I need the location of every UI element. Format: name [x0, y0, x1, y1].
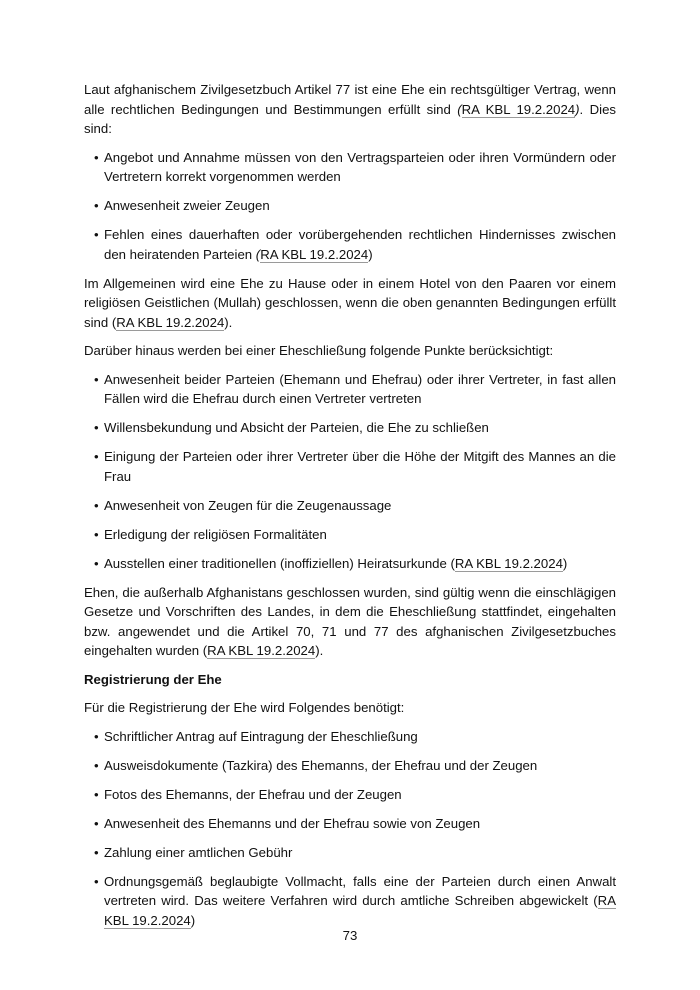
list-item: • Fotos des Ehemanns, der Ehefrau und der Zeugen: [84, 785, 616, 805]
bullet-icon: •: [94, 198, 99, 213]
list-item: • Einigung der Parteien oder ihrer Vertreter über die Höhe der Mitgift des Mannes an die Frau: [94, 449, 616, 484]
section-heading: Registrierung der Ehe: [84, 671, 222, 687]
page-content: [84, 80, 616, 940]
list-item: • Ordnungsgemäß beglaubigte Vollmacht, falls eine der Parteien durch einen Anwalt vertreten wird. Das weitere Verfahren wird durch amtliche Schreiben abgewickelt (RA KBL 19.2.2024): [94, 873, 616, 928]
bullet-icon: •: [94, 757, 99, 773]
points-intro-paragraph: Darüber hinaus werden bei einer Eheschließung folgende Punkte berücksichtigt:: [84, 343, 554, 358]
list-item: • Willensbekundung und Absicht der Parteien, die Ehe zu schließen: [84, 418, 616, 438]
list-item: • Anwesenheit zweier Zeugen: [84, 196, 616, 216]
list-item: • Fehlen eines dauerhaften oder vorübergehenden rechtlichen Hindernisses zwischen den heiratenden Parteien (RA KBL 19.2.2024): [94, 227, 616, 262]
page-number: 73: [342, 928, 358, 943]
citation-link[interactable]: RA KBL 19.2.2024: [207, 643, 316, 658]
citation-link[interactable]: RA KBL 19.2.2024: [260, 246, 369, 262]
bullet-icon: •: [94, 728, 99, 744]
list-item: • Anwesenheit beider Parteien (Ehemann und Ehefrau) oder ihrer Vertreter, in fast allen Fällen wird die Ehefrau durch einen Vertreter vertreten: [94, 371, 616, 406]
bullet-icon: •: [94, 555, 99, 571]
bullet-icon: •: [94, 497, 99, 513]
bullet-icon: •: [94, 786, 99, 802]
list-item: • Schriftlicher Antrag auf Eintragung der Eheschließung: [84, 727, 616, 747]
registration-list: [84, 727, 616, 931]
citation-link[interactable]: RA KBL 19.2.2024: [461, 101, 576, 117]
list-item: • Zahlung einer amtlichen Gebühr: [84, 843, 616, 863]
list-item: • Angebot und Annahme müssen von den Vertragsparteien oder ihren Vormündern oder Vertretern korrekt vorgenommen werden: [94, 149, 616, 184]
ref-open-paren: (: [457, 101, 462, 117]
bullet-icon: •: [94, 227, 99, 242]
bullet-icon: •: [94, 873, 99, 889]
ref-close-paren: ): [575, 101, 580, 117]
citation-link[interactable]: RA KBL 19.2.2024: [116, 314, 225, 330]
list-item: • Ausweisdokumente (Tazkira) des Ehemanns, der Ehefrau und der Zeugen: [84, 756, 616, 776]
bullet-icon: •: [94, 844, 99, 860]
conditions-list: [84, 148, 616, 265]
citation-link[interactable]: RA KBL 19.2.2024: [104, 893, 616, 928]
bullet-icon: •: [94, 815, 99, 831]
intro-paragraph: Laut afghanischem Zivilgesetzbuch Artikel 77 ist eine Ehe ein rechtsgültiger Vertrag, wenn alle rechtlichen Bedingungen und Bestimmungen erfüllt sind (RA KBL 19.2.2024). Dies sind:: [84, 82, 616, 136]
general-paragraph: Im Allgemeinen wird eine Ehe zu Hause oder in einem Hotel von den Paaren vor einem religiösen Geistlichen (Mullah) geschlossen, wenn die oben genannten Bedingungen erfüllt sind (RA KBL 19.2.2024).: [84, 275, 616, 330]
bullet-icon: •: [94, 449, 99, 464]
citation-link[interactable]: RA KBL 19.2.2024: [454, 555, 563, 571]
ref-open-paren: (: [255, 246, 261, 262]
list-item: • Anwesenheit des Ehemanns und der Ehefrau sowie von Zeugen: [84, 814, 616, 834]
bullet-icon: •: [94, 371, 99, 387]
registration-intro: Für die Registrierung der Ehe wird Folgendes benötigt:: [84, 700, 405, 715]
list-item: • Erledigung der religiösen Formalitäten: [84, 525, 616, 545]
points-list: [84, 370, 616, 574]
bullet-icon: •: [94, 149, 99, 165]
list-item: • Ausstellen einer traditionellen (inoffiziellen) Heiratsurkunde (RA KBL 19.2.2024): [84, 554, 616, 574]
bullet-icon: •: [94, 420, 99, 435]
list-item: • Anwesenheit von Zeugen für die Zeugenaussage: [84, 496, 616, 516]
abroad-paragraph: Ehen, die außerhalb Afghanistans geschlossen wurden, sind gültig wenn die einschlägigen Gesetze und Vorschriften des Landes, in dem die Eheschließung stattfindet, eingehalten bzw. angewendet und die Artikel 70, 71 und 77 des afghanischen Zivilgesetzbuches eingehalten wurden (RA KBL 19.2.2024).: [84, 584, 616, 658]
bullet-icon: •: [94, 526, 99, 542]
